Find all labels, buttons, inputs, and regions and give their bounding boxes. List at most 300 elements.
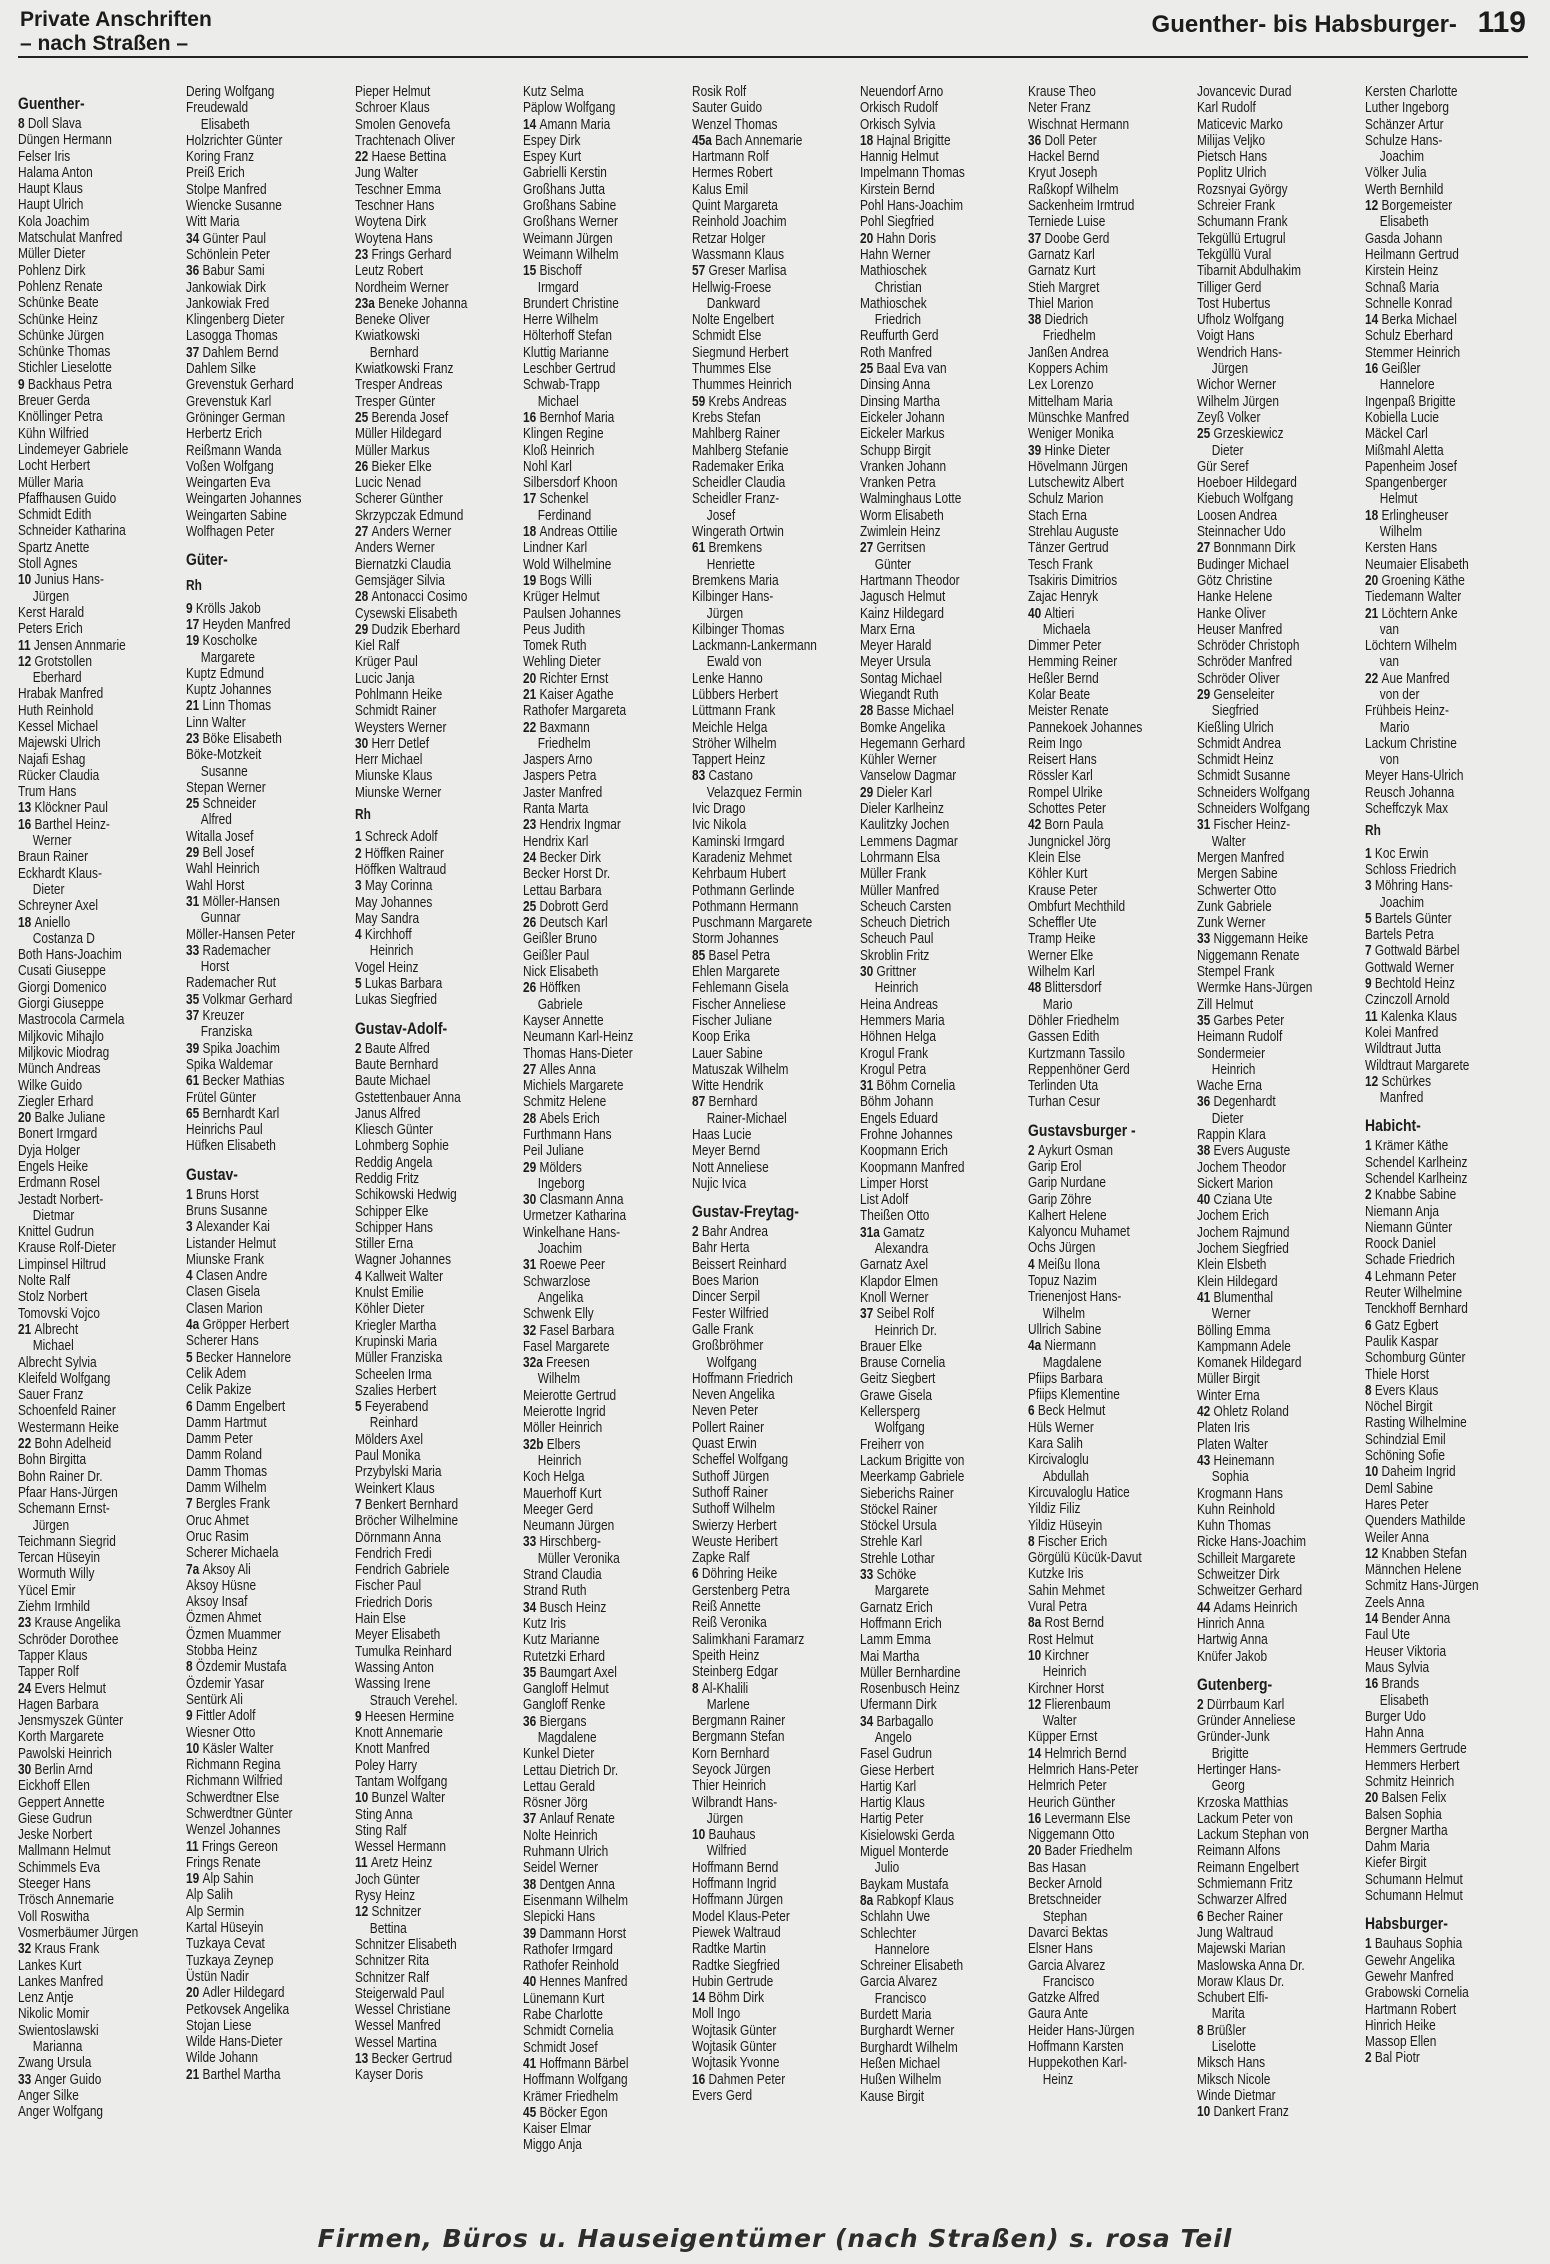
resident-entry: Koopmann Erich — [860, 1143, 948, 1160]
house-number: 16 — [691, 2071, 709, 2088]
resident-entry: Knöllinger Petra — [18, 409, 103, 426]
resident-entry: Miunske Klaus — [354, 768, 433, 785]
resident-entry: 5 Becker Hannelore — [186, 1349, 292, 1366]
resident-entry: Sentürk Ali — [186, 1691, 244, 1708]
resident-entry: Mauerhoff Kurt — [523, 1485, 602, 1502]
resident-entry: 7 Benkert Bernhard — [354, 1496, 458, 1513]
resident-entry: 20 Adler Hildegard — [186, 1985, 285, 2002]
resident-entry: Schroer Klaus — [354, 100, 430, 117]
resident-entry: 22 Bohn Adelheid — [18, 1436, 112, 1453]
house-number: 41 — [523, 2055, 540, 2072]
resident-entry: Giese Herbert — [860, 1762, 935, 1779]
house-number: 22 — [1365, 670, 1382, 687]
resident-entry: Meyer Bernd — [691, 1143, 760, 1160]
house-number: 6 — [1028, 1403, 1039, 1420]
resident-entry: Möller Heinrich — [523, 1420, 603, 1437]
resident-entry: 28 Abels Erich — [523, 1110, 600, 1127]
resident-entry: 35 Volkmar Gerhard — [186, 991, 293, 1008]
resident-entry: Lackum Christine — [1365, 735, 1458, 752]
resident-entry: Nott Anneliese — [691, 1159, 769, 1176]
house-number: 2 — [1365, 1187, 1376, 1204]
resident-entry: Lutschewitz Albert — [1028, 475, 1125, 492]
resident-entry: Ehlen Margarete — [691, 964, 780, 981]
resident-entry: Zwang Ursula — [18, 2055, 92, 2072]
resident-entry: 7 Bergles Frank — [186, 1496, 271, 1513]
resident-entry: Puschmann Margarete — [691, 915, 812, 932]
resident-entry: Wischnat Hermann — [1028, 116, 1130, 133]
resident-entry: Gatzke Alfred — [1028, 1990, 1100, 2007]
resident-entry: Richmann Wilfried — [186, 1773, 283, 1790]
resident-entry: Tercan Hüseyin — [18, 1550, 100, 1567]
resident-entry: Alp Sermin — [186, 1903, 245, 1920]
resident-entry: Kara Salih — [1028, 1436, 1084, 1453]
resident-entry: 32 Fasel Barbara — [523, 1322, 615, 1339]
entry-continuation: Jürgen — [706, 605, 743, 622]
house-number: 14 — [691, 1990, 709, 2007]
resident-entry: Moll Ingo — [691, 2006, 740, 2023]
resident-entry: Kolar Beate — [1028, 686, 1091, 703]
resident-entry: Tsakiris Dimitrios — [1028, 572, 1118, 589]
resident-entry: Krogmann Hans — [1196, 1485, 1283, 1502]
section-title — [20, 8, 212, 56]
resident-entry: Gür Seref — [1196, 458, 1249, 475]
resident-entry: Wojtasik Yvonne — [691, 2055, 780, 2072]
entry-continuation: Bernhard — [369, 344, 419, 361]
resident-entry: Eisenmann Wilhelm — [523, 1892, 629, 1909]
resident-entry: Schmitz Hans-Jürgen — [1365, 1578, 1479, 1595]
house-number: 4 — [1365, 1268, 1376, 1285]
entry-continuation: Werner — [32, 833, 72, 850]
resident-entry: Nöchel Birgit — [1365, 1399, 1433, 1416]
resident-entry: Both Hans-Joachim — [18, 947, 122, 964]
resident-entry: 6 Beck Helmut — [1028, 1403, 1106, 1420]
resident-entry: Stemmer Heinrich — [1365, 344, 1461, 361]
resident-entry: 3 Möhring Hans- — [1365, 878, 1454, 895]
house-number: 8 — [1028, 1533, 1039, 1550]
resident-entry: Wermke Hans-Jürgen — [1196, 980, 1313, 997]
resident-entry: Terlinden Uta — [1028, 1078, 1099, 1095]
entry-continuation: Heinrich — [874, 980, 919, 997]
resident-entry: Ivic Nikola — [691, 817, 746, 834]
resident-entry: Krogul Frank — [860, 1045, 929, 1062]
house-number: 10 — [18, 572, 35, 589]
resident-entry: Neven Peter — [691, 1403, 758, 1420]
resident-entry: Fischer Anneliese — [691, 996, 786, 1013]
resident-entry: Wessel Martina — [354, 2034, 437, 2051]
resident-entry: Schumann Helmut — [1365, 1888, 1463, 1905]
directory-column — [186, 84, 317, 2083]
resident-entry: Kurtzmann Tassilo — [1028, 1045, 1126, 1062]
resident-entry: 21 Linn Thomas — [186, 698, 272, 715]
resident-entry: Damm Thomas — [186, 1463, 268, 1480]
resident-entry: Tomovski Vojco — [18, 1305, 100, 1322]
resident-entry: Rademacher Rut — [186, 975, 277, 992]
resident-entry: Dincer Serpil — [691, 1289, 760, 1306]
resident-entry: Thomas Hans-Dieter — [523, 1045, 633, 1062]
resident-entry: Zunk Werner — [1196, 915, 1266, 932]
resident-entry: Voßen Wolfgang — [186, 458, 275, 475]
resident-entry: 8 Brüßler — [1196, 2022, 1246, 2039]
resident-entry: Heider Hans-Jürgen — [1028, 2022, 1135, 2039]
resident-entry: Köhler Dieter — [354, 1301, 425, 1318]
resident-entry: Janßen Andrea — [1028, 344, 1110, 361]
resident-entry: Ochs Jürgen — [1028, 1240, 1096, 1257]
resident-entry: Winkelhane Hans- — [523, 1224, 621, 1241]
resident-entry: Heurich Günther — [1028, 1794, 1116, 1811]
directory-column — [1365, 84, 1496, 2067]
resident-entry: 85 Basel Petra — [691, 947, 770, 964]
resident-entry: Wiesner Otto — [186, 1724, 256, 1741]
house-number: 35 — [1196, 1012, 1214, 1029]
entry-continuation: Ingeborg — [537, 1175, 585, 1192]
house-number: 38 — [1028, 312, 1045, 329]
resident-entry: Listander Helmut — [186, 1235, 277, 1252]
resident-entry: Zeyß Volker — [1196, 409, 1261, 426]
resident-entry: May Sandra — [354, 910, 419, 927]
resident-entry: Stepan Werner — [186, 779, 267, 796]
resident-entry: 12 Schnitzer — [354, 1904, 421, 1921]
resident-entry: Pfiips Barbara — [1028, 1370, 1104, 1387]
resident-entry: 28 Basse Michael — [860, 703, 954, 720]
house-number: 4 — [1028, 1256, 1039, 1273]
resident-entry: 21 Löchtern Anke — [1365, 605, 1458, 622]
resident-entry: 21 Albrecht — [18, 1321, 79, 1338]
resident-entry: Hartig Karl — [860, 1778, 917, 1795]
resident-entry: 44 Adams Heinrich — [1196, 1599, 1298, 1616]
house-number: 61 — [691, 540, 709, 557]
resident-entry: Geißler Bruno — [523, 931, 598, 948]
resident-entry: Leutz Robert — [354, 263, 423, 280]
resident-entry: Kloß Heinrich — [523, 442, 595, 459]
house-number: 42 — [1196, 1404, 1214, 1421]
resident-entry: Trienenjost Hans- — [1028, 1289, 1122, 1306]
house-number: 19 — [186, 1871, 203, 1888]
resident-entry: Lindner Karl — [523, 540, 588, 557]
resident-entry: Pohlenz Dirk — [18, 262, 86, 279]
house-number: 36 — [186, 263, 203, 280]
resident-entry: 45 Böcker Egon — [523, 2104, 608, 2121]
resident-entry: Freudewald — [186, 100, 249, 117]
resident-entry: Witt Maria — [186, 214, 240, 231]
resident-entry: Schottes Peter — [1028, 801, 1107, 818]
resident-entry: Strehle Lothar — [860, 1550, 935, 1567]
resident-entry: Dering Wolfgang — [186, 84, 275, 100]
resident-entry: Schreier Frank — [1196, 198, 1275, 215]
entry-continuation: Friedrich — [874, 312, 922, 329]
resident-entry: Geitz Siegbert — [860, 1371, 936, 1388]
resident-entry: Frohne Johannes — [860, 1127, 953, 1143]
resident-entry: Reuffurth Gerd — [860, 328, 939, 345]
resident-entry: Kause Birgit — [860, 2088, 925, 2105]
resident-entry: Wolfhagen Peter — [186, 524, 275, 541]
entry-continuation: Christian — [874, 279, 922, 296]
house-number: 87 — [691, 1094, 709, 1111]
resident-entry: Schimmels Eva — [18, 1859, 100, 1876]
resident-entry: Steeger Hans — [18, 1876, 91, 1893]
house-number: 15 — [523, 263, 540, 280]
resident-entry: Geißler Paul — [523, 947, 590, 964]
resident-entry: Yücel Emir — [18, 1582, 76, 1599]
resident-entry: Anger Silke — [18, 2087, 79, 2104]
house-number: 34 — [523, 1599, 540, 1616]
house-number: 36 — [1196, 1094, 1214, 1111]
directory-column — [1197, 84, 1328, 2121]
resident-entry: Limpinsel Hiltrud — [18, 1256, 106, 1273]
resident-entry: Boes Marion — [691, 1273, 759, 1290]
resident-entry: Kessel Michael — [18, 718, 98, 735]
resident-entry: Eickeler Markus — [860, 426, 945, 443]
resident-entry: Steigerwald Paul — [354, 1985, 445, 2002]
resident-entry: Rasting Wilhelmine — [1365, 1415, 1467, 1432]
resident-entry: Frütel Günter — [186, 1089, 257, 1106]
resident-entry: Petkovsek Angelika — [186, 2001, 290, 2018]
resident-entry: Roock Daniel — [1365, 1236, 1436, 1253]
entry-continuation: Dankward — [706, 295, 760, 312]
house-number: 26 — [523, 915, 540, 932]
resident-entry: Hemmers Maria — [860, 1012, 945, 1029]
resident-entry: Moraw Klaus Dr. — [1196, 1973, 1285, 1990]
resident-entry: 18 Erlingheuser — [1365, 507, 1449, 524]
resident-entry: Hoffmann Friedrich — [691, 1370, 793, 1387]
resident-entry: Meierotte Gertrud — [523, 1387, 617, 1404]
resident-entry: Evers Gerd — [691, 2087, 752, 2104]
resident-entry: Garip Zöhre — [1028, 1191, 1092, 1208]
resident-entry: Pfiips Klementine — [1028, 1387, 1121, 1404]
resident-entry: Heinrichs Paul — [186, 1122, 264, 1139]
resident-entry: Kirstein Bernd — [860, 181, 935, 198]
resident-entry: Tantam Wolfgang — [354, 1773, 448, 1790]
resident-entry: Zeels Anna — [1365, 1594, 1425, 1611]
resident-entry: Kersten Charlotte — [1365, 84, 1458, 100]
house-number: 28 — [523, 1110, 540, 1127]
resident-entry: Trösch Annemarie — [18, 1892, 115, 1909]
resident-entry: Schloss Friedrich — [1365, 861, 1457, 878]
resident-entry: Wache Erna — [1196, 1078, 1262, 1095]
resident-entry: Görgülü Kücük-Davut — [1028, 1550, 1143, 1567]
resident-entry: Vural Petra — [1028, 1599, 1088, 1616]
resident-entry: 4a Niermann — [1028, 1338, 1097, 1355]
house-number: 27 — [1196, 540, 1214, 557]
entry-continuation: Marianna — [32, 2039, 83, 2056]
entry-continuation: Dieter — [1211, 442, 1244, 459]
resident-entry: Klein Hildegard — [1196, 1273, 1278, 1290]
house-number: 24 — [18, 1680, 35, 1697]
resident-entry: Loosen Andrea — [1196, 507, 1277, 524]
resident-entry: Meerkamp Gabriele — [860, 1469, 965, 1486]
resident-entry: Großhans Werner — [523, 214, 619, 231]
house-number: 2 — [1028, 1142, 1039, 1159]
resident-entry: Dimmer Peter — [1028, 638, 1102, 655]
house-number: 30 — [523, 1192, 540, 1209]
resident-entry: Bretschneider — [1028, 1892, 1102, 1909]
house-number: 4a — [186, 1317, 203, 1334]
resident-entry: Döhler Friedhelm — [1028, 1012, 1120, 1029]
resident-entry: Ruhmann Ulrich — [523, 1844, 609, 1861]
resident-entry: Biernatzki Claudia — [354, 556, 451, 573]
resident-entry: Becker Arnold — [1028, 1876, 1103, 1893]
resident-entry: Wildtraut Jutta — [1365, 1041, 1442, 1058]
resident-entry: Weingarten Eva — [186, 475, 271, 492]
resident-entry: Krüger Helmut — [523, 589, 600, 606]
resident-entry: 23 Hendrix Ingmar — [523, 817, 622, 834]
resident-entry: Wilde Hans-Dieter — [186, 2034, 283, 2051]
resident-entry: Reiß Veronika — [691, 1615, 767, 1632]
house-number: 2 — [354, 1040, 365, 1057]
resident-entry: 20 Groening Käthe — [1365, 572, 1466, 589]
resident-entry: Pohl Hans-Joachim — [860, 198, 964, 215]
resident-entry: Mahlberg Rainer — [691, 426, 780, 443]
resident-entry: Beissert Reinhard — [691, 1256, 787, 1273]
resident-entry: Rösner Jörg — [523, 1795, 588, 1812]
resident-entry: Wessel Hermann — [354, 1839, 446, 1856]
resident-entry: Weimann Wilhelm — [523, 246, 619, 263]
resident-entry: Hemmers Gertrude — [1365, 1741, 1467, 1758]
resident-entry: 31 Möller-Hansen — [186, 893, 281, 910]
resident-entry: Hoffmann Erich — [860, 1615, 942, 1632]
resident-entry: Mai Martha — [860, 1648, 920, 1665]
resident-entry: Bergner Martha — [1365, 1822, 1448, 1839]
resident-entry: Damm Wilhelm — [186, 1480, 267, 1497]
resident-entry: Reiß Annette — [691, 1599, 761, 1616]
directory-column — [18, 84, 149, 2121]
resident-entry: Schindzial Emil — [1365, 1431, 1446, 1448]
resident-entry: 7 Gottwald Bärbel — [1365, 943, 1460, 960]
resident-entry: Engels Heike — [18, 1159, 89, 1175]
resident-entry: Schoenfeld Rainer — [18, 1403, 116, 1420]
house-number: 16 — [1365, 361, 1382, 378]
subsection-label: Rh — [354, 807, 371, 824]
resident-entry: Haupt Ulrich — [18, 197, 84, 214]
resident-entry: Knüfer Jakob — [1196, 1648, 1267, 1665]
resident-entry: Nick Elisabeth — [523, 964, 599, 981]
resident-entry: Becker Horst Dr. — [523, 866, 611, 883]
resident-entry: Weinkert Klaus — [354, 1480, 435, 1497]
resident-entry: Jaspers Petra — [523, 768, 597, 785]
resident-entry: Limper Horst — [860, 1175, 929, 1192]
entry-continuation: Dietmar — [32, 1207, 75, 1224]
resident-entry: Stoll Agnes — [18, 556, 78, 573]
resident-entry: Mahlberg Stefanie — [691, 442, 789, 459]
resident-entry: Teichmann Siegrid — [18, 1533, 116, 1550]
resident-entry: Müller Maria — [18, 474, 84, 491]
resident-entry: Wojtasik Günter — [691, 2022, 776, 2039]
resident-entry: Hemming Reiner — [1028, 654, 1118, 671]
resident-entry: Locht Herbert — [18, 458, 91, 475]
resident-entry: Großhans Sabine — [523, 198, 617, 215]
resident-entry: Damm Peter — [186, 1431, 254, 1448]
resident-entry: Platen Walter — [1196, 1436, 1268, 1453]
resident-entry: Jochem Rajmund — [1196, 1224, 1290, 1241]
house-number: 18 — [523, 524, 540, 541]
house-number: 40 — [1196, 1192, 1214, 1209]
resident-entry: Hertinger Hans- — [1196, 1761, 1281, 1778]
resident-entry: Spika Waldemar — [186, 1056, 274, 1073]
resident-entry: 34 Barbagallo — [860, 1713, 934, 1730]
resident-entry: Wingerath Ortwin — [691, 524, 784, 541]
resident-entry: Majewski Ulrich — [18, 735, 101, 752]
house-number: 37 — [860, 1306, 877, 1323]
resident-entry: 14 Amann Maria — [523, 116, 611, 133]
resident-entry: 5 Bartels Günter — [1365, 910, 1452, 927]
resident-entry: Tekgüllü Vural — [1196, 246, 1272, 263]
resident-entry: Lettau Barbara — [523, 882, 602, 899]
resident-entry: Kalyoncu Muhamet — [1028, 1224, 1131, 1241]
resident-entry: Garcia Alvarez — [860, 1974, 938, 1991]
resident-entry: Wenzel Thomas — [691, 116, 778, 133]
resident-entry: Ivic Drago — [691, 801, 746, 818]
resident-entry: Bröcher Wilhelmine — [354, 1513, 458, 1530]
entry-continuation: Michael — [32, 1338, 74, 1355]
resident-entry: 8 Özdemir Mustafa — [186, 1659, 287, 1676]
resident-entry: Korth Margarete — [18, 1729, 104, 1746]
house-number: 38 — [1196, 1143, 1214, 1160]
entry-continuation: Costanza D — [32, 930, 95, 947]
resident-entry: Werth Bernhild — [1365, 181, 1444, 198]
entry-continuation: Helmut — [1379, 491, 1418, 508]
resident-entry: 10 Junius Hans- — [18, 572, 104, 589]
resident-entry: Rompel Ulrike — [1028, 784, 1104, 801]
resident-entry: 43 Heinemann — [1196, 1452, 1275, 1469]
resident-entry: 14 Berka Michael — [1365, 312, 1458, 329]
entry-continuation: Alexandra — [874, 1241, 929, 1258]
resident-entry: Karadeniz Mehmet — [691, 849, 792, 866]
resident-entry: Lenz Antje — [18, 1990, 74, 2007]
resident-entry: 83 Castano — [691, 768, 753, 785]
house-number: 29 — [1196, 686, 1214, 703]
entry-continuation: Wilhelm — [1379, 524, 1423, 541]
resident-entry: Schumann Frank — [1196, 214, 1288, 231]
resident-entry: 45a Bach Annemarie — [691, 132, 802, 149]
resident-entry: Nordheim Werner — [354, 279, 449, 296]
entry-continuation: Francisco — [874, 1990, 927, 2007]
resident-entry: Hövelmann Jürgen — [1028, 458, 1129, 475]
resident-entry: Piewek Waltraud — [691, 1924, 781, 1941]
house-number: 32b — [523, 1436, 547, 1453]
resident-entry: Rozsnyai György — [1196, 181, 1288, 198]
house-number: 8a — [1028, 1615, 1045, 1632]
resident-entry: Wendrich Hans- — [1196, 344, 1282, 361]
resident-entry: Höffken Waltraud — [354, 861, 447, 878]
resident-entry: Hinrich Heike — [1365, 2017, 1436, 2034]
resident-entry: Karl Rudolf — [1196, 100, 1256, 117]
resident-entry: 23a Beneke Johanna — [354, 295, 468, 312]
resident-entry: Tappert Heinz — [691, 752, 765, 769]
resident-entry: Topuz Nazim — [1028, 1273, 1098, 1290]
house-number: 4a — [1028, 1338, 1045, 1355]
house-number: 40 — [523, 1974, 540, 1991]
resident-entry: Sauer Franz — [18, 1387, 84, 1404]
resident-entry: Jungnickel Jörg — [1028, 833, 1112, 850]
resident-entry: Knott Manfred — [354, 1741, 430, 1758]
resident-entry: Tumulka Reinhard — [354, 1643, 452, 1660]
resident-entry: Hellwig-Froese — [691, 279, 771, 296]
resident-entry: Reuter Wilhelmine — [1365, 1285, 1463, 1302]
entry-continuation: Susanne — [201, 763, 249, 780]
resident-entry: Kaulitzky Jochen — [860, 817, 950, 834]
resident-entry: Scheffler Ute — [1028, 915, 1097, 932]
resident-entry: Walminghaus Lotte — [860, 491, 962, 508]
resident-entry: Küpper Ernst — [1028, 1729, 1098, 1746]
resident-entry: 12 Schürkes — [1365, 1073, 1432, 1090]
resident-entry: Schneiders Wolfgang — [1196, 784, 1310, 801]
resident-entry: Dieler Karlheinz — [860, 801, 944, 818]
entry-continuation: Günter — [874, 556, 912, 573]
resident-entry: Quast Erwin — [691, 1436, 757, 1453]
resident-entry: Pohlmann Heike — [354, 686, 443, 703]
resident-entry: Kircuvaloglu Hatice — [1028, 1484, 1131, 1501]
resident-entry: 31 Roewe Peer — [523, 1257, 606, 1274]
resident-entry: Gabrielli Kerstin — [523, 165, 608, 182]
